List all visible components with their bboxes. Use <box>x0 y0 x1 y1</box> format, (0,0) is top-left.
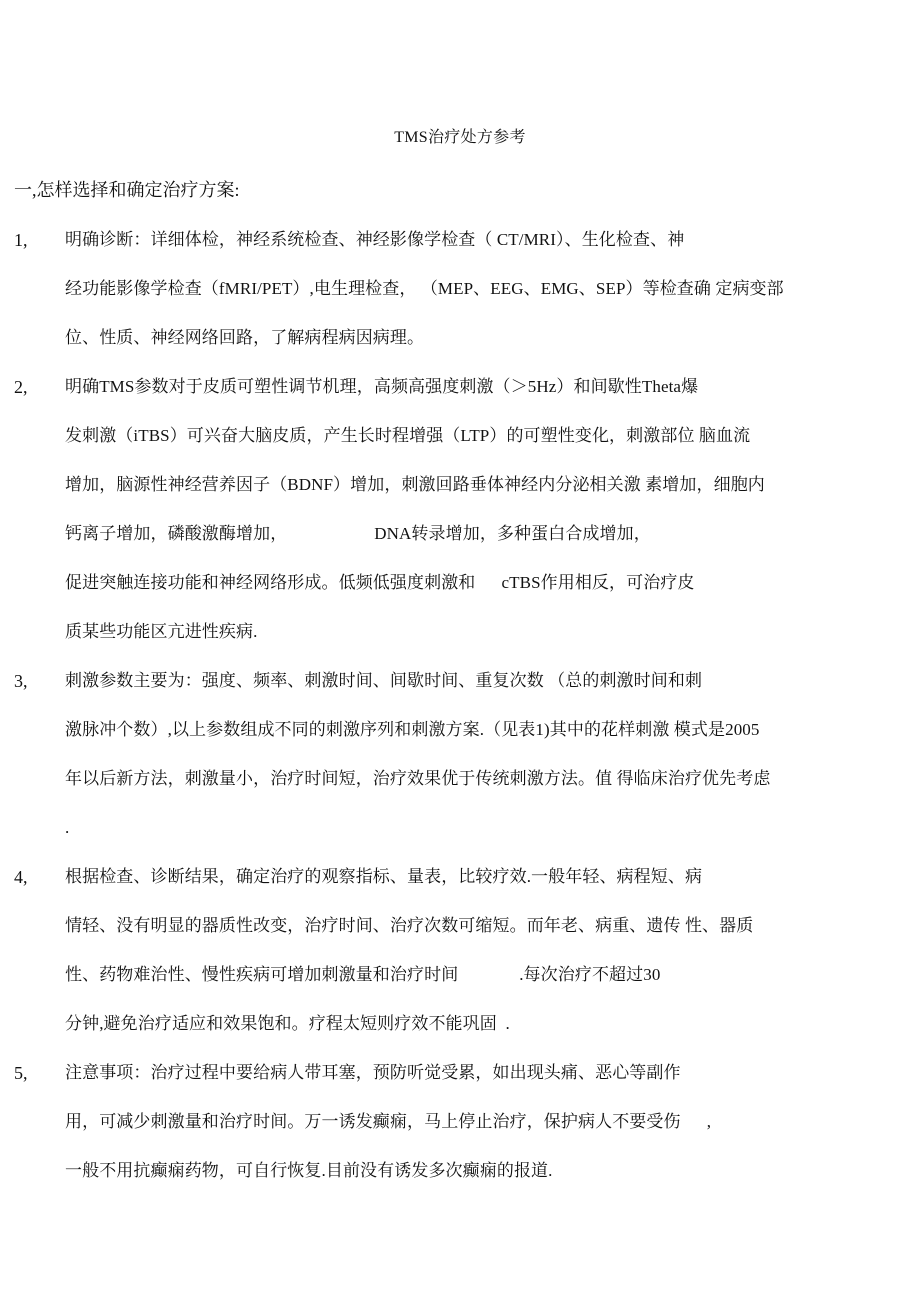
item-continuation-line: 情轻、没有明显的器质性改变，治疗时间、治疗次数可缩短。而年老、病重、遗传 性、器质 <box>65 916 754 935</box>
item-first-line: 明确诊断：详细体检，神经系统检查、神经影像学检查（ CT/MRI）、生化检查、神 <box>65 230 685 249</box>
item-first-line: 明确TMS参数对于皮质可塑性调节机理，高频高强度刺激（＞5Hz）和间歇性Theta爆 <box>65 377 699 396</box>
text-line <box>14 715 920 764</box>
item-continuation-line: 发刺激（iTBS）可兴奋大脑皮质，产生长时程增强（LTP）的可塑性变化，刺激部位 脑血流 <box>65 426 751 445</box>
numbered-item <box>14 666 920 862</box>
item-continuation-line: 性、药物难治性、慢性疾病可增加刺激量和治疗时间 .每次治疗不超过30 <box>65 965 661 984</box>
page-title: TMS治疗处方参考 <box>394 129 526 146</box>
text-line <box>14 372 920 421</box>
item-continuation-line: 经功能影像学检查（fMRI/PET）,电生理检查， （MEP、EEG、EMG、SEP）等检查确 定病变部 <box>65 279 784 298</box>
item-continuation-line: 一般不用抗癫痫药物，可自行恢复.目前没有诱发多次癫痫的报道. <box>65 1161 553 1180</box>
text-line <box>14 813 920 862</box>
item-first-line: 注意事项：治疗过程中要给病人带耳塞，预防听觉受累，如出现头痛、恶心等副作 <box>65 1063 681 1082</box>
item-continuation-line: 增加，脑源性神经营养因子（BDNF）增加，刺激回路垂体神经内分泌相关激 素增加，细胞内 <box>65 475 765 494</box>
text-line <box>14 1107 920 1156</box>
text-line <box>14 862 920 911</box>
item-first-line: 刺激参数主要为：强度、频率、刺激时间、间歇时间、重复次数 （总的刺激时间和刺 <box>65 671 703 690</box>
numbered-item <box>14 372 920 666</box>
item-continuation-line: 促进突触连接功能和神经网络形成。低频低强度刺激和 cTBS作用相反，可治疗皮 <box>65 573 695 592</box>
numbered-item <box>14 862 920 1058</box>
text-line <box>14 617 920 666</box>
item-number: 3, <box>14 671 28 691</box>
text-line <box>14 568 920 617</box>
item-continuation-line: 年以后新方法，刺激量小，治疗时间短，治疗效果优于传统刺激方法。值 得临床治疗优先考虑 <box>65 769 771 788</box>
item-number: 4, <box>14 867 28 887</box>
text-line <box>14 1009 920 1058</box>
item-continuation-line: 质某些功能区亢进性疾病. <box>65 622 258 641</box>
text-line <box>14 323 920 372</box>
text-line <box>14 1156 920 1205</box>
item-number: 5, <box>14 1063 28 1083</box>
text-line <box>14 225 920 274</box>
text-line <box>14 274 920 323</box>
item-continuation-line: 钙离子增加，磷酸激酶增加， DNA转录增加，多种蛋白合成增加， <box>65 524 651 543</box>
numbered-item <box>14 225 920 372</box>
section-heading: 一,怎样选择和确定治疗方案: <box>14 180 240 200</box>
item-continuation-line: . <box>65 818 70 837</box>
item-continuation-line: 用，可减少刺激量和治疗时间。万一诱发癫痫，马上停止治疗，保护病人不要受伤 , <box>65 1112 712 1131</box>
text-line <box>14 1058 920 1107</box>
text-line <box>14 666 920 715</box>
item-continuation-line: 分钟,避免治疗适应和效果饱和。疗程太短则疗效不能巩固 . <box>65 1014 510 1033</box>
text-line <box>14 960 920 1009</box>
text-line <box>14 519 920 568</box>
text-line <box>14 764 920 813</box>
item-number: 2, <box>14 377 28 397</box>
text-line <box>14 421 920 470</box>
item-continuation-line: 位、性质、神经网络回路，了解病程病因病理。 <box>65 328 425 347</box>
item-continuation-line: 激脉冲个数）,以上参数组成不同的刺激序列和刺激方案.（见表1)其中的花样刺激 模式是2005 <box>65 720 760 739</box>
item-number: 1, <box>14 230 28 250</box>
item-first-line: 根据检查、诊断结果，确定治疗的观察指标、量表，比较疗效.一般年轻、病程短、病 <box>65 867 703 886</box>
numbered-item <box>14 1058 920 1205</box>
text-line <box>14 911 920 960</box>
text-line <box>14 470 920 519</box>
